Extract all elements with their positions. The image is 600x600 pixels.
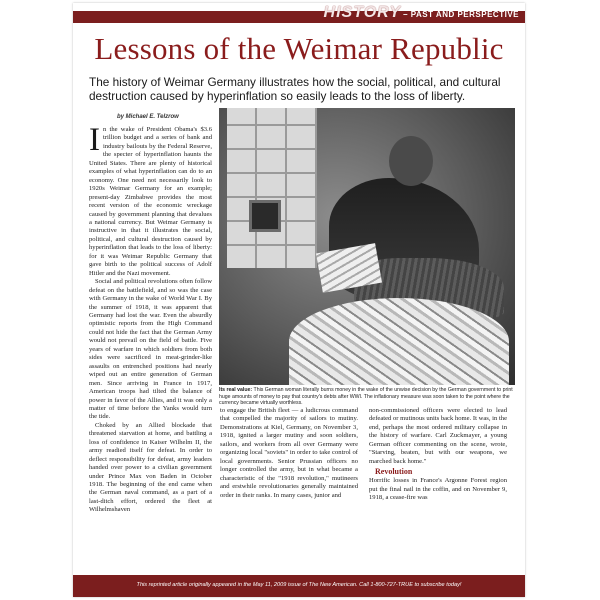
article-page <box>73 3 525 597</box>
column-2 <box>220 407 358 500</box>
paragraph: Choked by an Allied blockade that threatened starvation at home, and battling a loss of confidence in Kaiser Wilhelm II, the army readied itself for defeat. In order to deflect responsibility for defeat, army leaders handed over power to a civilian government under Prince Max von Baden in October 1918. The beginning of the end came when the German naval command, as a part of a last-ditch effort, ordered the fleet at Wilhelmshaven <box>89 421 212 514</box>
byline: by Michael E. Telzrow <box>117 114 179 120</box>
paragraph: Horrific losses in France's Argonne Forest region put the final nail in the coffin, and on November 9, 1918, a cease-fire was <box>369 477 507 502</box>
drop-cap: I <box>89 122 100 158</box>
section-subhead: Revolution <box>375 467 413 477</box>
photo-caption <box>219 387 515 407</box>
section-label: HISTORY <box>323 4 402 21</box>
paragraph <box>89 122 212 278</box>
column-1 <box>89 122 212 515</box>
caption-label: Its real value: <box>219 387 253 393</box>
photo-stove-door <box>249 200 281 232</box>
footer-text: This reprinted article originally appeared in the May 11, 2009 issue of The New American. Call 1-800-727-TRUE to subscribe today! <box>136 582 462 588</box>
article-photo <box>219 108 515 385</box>
photo-stove <box>227 108 317 268</box>
article-deck: The history of Weimar Germany illustrates how the social, political, and cultural destruction caused by hyperinflation so easily leads to the loss of liberty. <box>89 75 501 103</box>
paragraph-text: n the wake of President Obama's $3.6 trillion budget and a series of bank and industry bailouts by the Federal Reserve, the specter of hyperinflation haunts the United States. There are plenty of historical examples of what hyperinflation can do to an economy. One need not necessarily look to 1920s Weimar Germany for an example; present-day Zimbabwe provides the most recent version of the economic wreckage caused by government planning that devalues a national currency. But Weimar Germany is instructive in that it illustrates the social, political, and cultural destruction caused by hyperinflation that leads to the loss of liberty: for it was Weimar Republic Germany that gave birth to the political success of Adolf Hitler and the Nazi movement. <box>89 126 212 277</box>
paragraph: Social and political revolutions often follow defeat on the battlefield, and so was the case with Germany in the wake of World War I. By the summer of 1918, it was apparent that Germany had lost the war. Even the absurdly optimistic reports from the High Command could not hide the fact that the German Army would not prevail on the field of battle. Five years of warfare in which soldiers from both sides were sacrificed in meat-grinder-like assaults on entrenched positions had nearly wiped out an entire generation of German men. Since arriving in France in 1917, American troops had tilted the balance of power in favor of the Allies, and it was only a matter of time before the Yanks would turn the tide. <box>89 278 212 421</box>
paragraph: to engage the British fleet — a ludicrous command that compelled the majority of sailors to mutiny. Demonstrations at Kiel, Germany, on November 3, 1918, ignited a larger mutiny and soon soldiers, sailors, and workers from all over Germany were organizing local "soviets" in order to take control of local governments. Senior Prussian officers no longer controlled the army, but in what became a characteristic of the "1918 revolution," mutineers and erstwhile revolutionaries generally maintained order in their ranks. In many cases, junior and <box>220 407 358 499</box>
article-title: Lessons of the Weimar Republic <box>94 31 504 66</box>
caption-text: This German woman literally burns money in the wake of the unwise decision by the German government to print huge amounts of money to pay that country's debts after WWI. The inflationary measure was soon taken to the point where the currency became virtually worthless. <box>219 387 513 407</box>
paragraph: non-commissioned officers were elected to lead defeated or mutinous units back home. It was, in the end, perhaps the most ordered military collapse in the history of warfare. Carl Zuckmayer, a young German officer commenting on the scene, wrote, "Starving, beaten, but with our weapons, we marched back home." <box>369 407 507 465</box>
photo-money-pile <box>289 298 509 385</box>
section-header <box>324 3 519 23</box>
photo-woman-head <box>389 136 433 186</box>
column-3 <box>369 407 507 503</box>
subsection-label: – PAST AND PERSPECTIVE <box>403 10 519 19</box>
